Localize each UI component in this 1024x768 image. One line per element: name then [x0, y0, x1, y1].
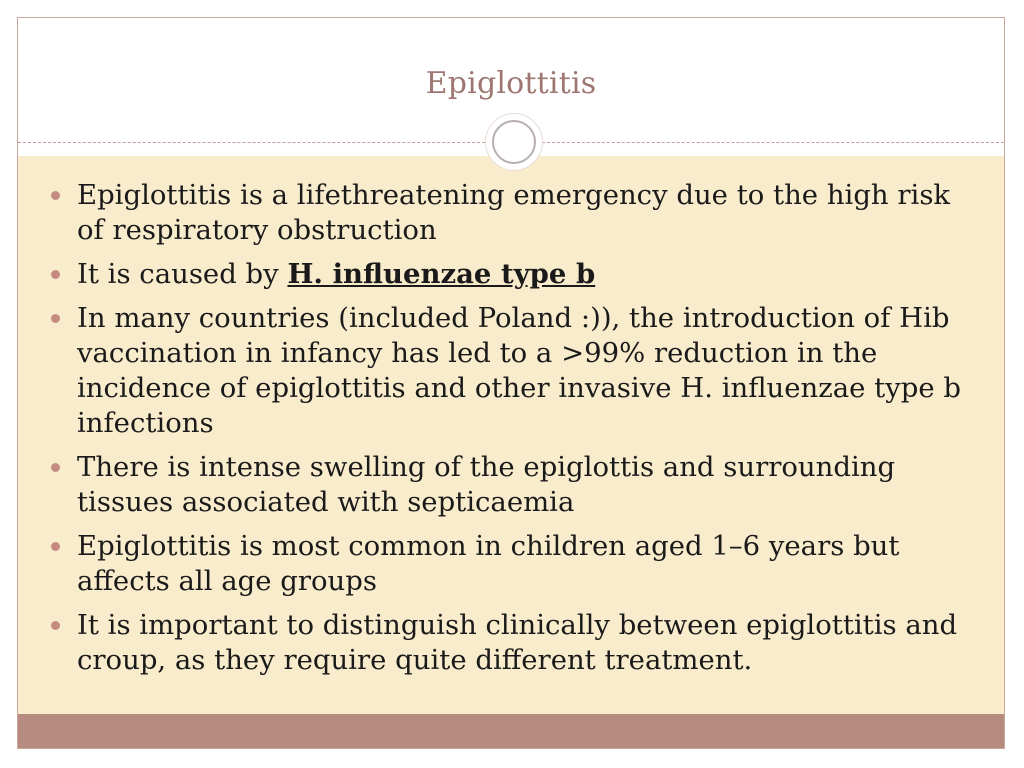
bullet-text: There is intense swelling of the epiglottis and surrounding tissues associated with septicaemia [77, 451, 896, 518]
bullet-item [48, 257, 983, 292]
bullet-text: Epiglottitis is most common in children aged 1–6 years but affects all age groups [77, 530, 900, 597]
bullet-list [48, 178, 983, 687]
bullet-icon [51, 463, 60, 472]
bullet-emphasis-text: H. influenzae type b [287, 258, 596, 290]
bullet-text: In many countries (included Poland :)), the introduction of Hib vaccination in infancy has led to a >99% reduction in the incidence of epiglottitis and other invasive H. influenzae type b infections [77, 302, 961, 439]
bullet-icon [51, 314, 60, 323]
bullet-icon [51, 621, 60, 630]
bullet-item [48, 529, 983, 599]
bullet-item [48, 301, 983, 441]
bullet-icon [51, 191, 60, 200]
bullet-icon [51, 542, 60, 551]
slide [17, 17, 1005, 749]
bullet-icon [51, 270, 60, 279]
bullet-item [48, 450, 983, 520]
bullet-item [48, 608, 983, 678]
bullet-text-prefix: It is caused by [77, 258, 288, 290]
bullet-text: Epiglottitis is a lifethreatening emergency due to the high risk of respiratory obstruction [77, 179, 951, 246]
bullet-text: It is important to distinguish clinically between epiglottitis and croup, as they require quite different treatment. [77, 609, 958, 676]
circle-ornament-icon [486, 114, 542, 170]
footer-bar [18, 714, 1004, 748]
bullet-item [48, 178, 983, 248]
slide-title: Epiglottitis [425, 66, 597, 101]
